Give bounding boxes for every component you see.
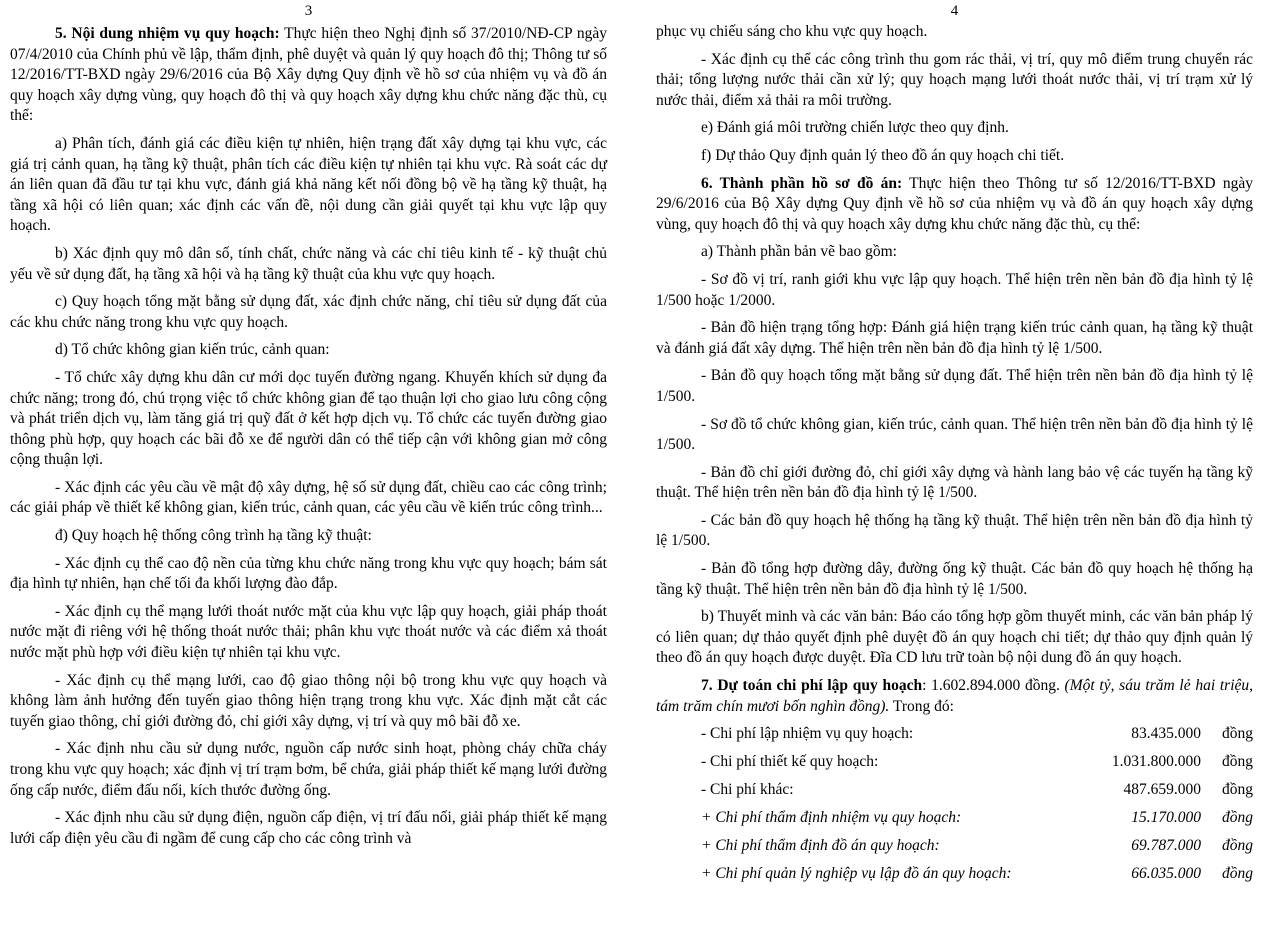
paragraph-d: d) Tổ chức không gian kiến trúc, cảnh quan: <box>55 341 330 359</box>
cost-amount: 83.435.000 <box>1131 725 1201 743</box>
section-5-heading: 5. Nội dung nhiệm vụ quy hoạch: <box>55 25 280 42</box>
cost-unit: đồng <box>1222 809 1253 827</box>
paragraph-dd-item-6: - Xác định cụ thể các công trình thu gom rác thải, vị trí, quy mô điểm trung chuyển rác thải; tổng lượng nước thải cần xử lý; quy hoạch mạng lưới thoát nước thải, vị trí trạm xử lý nước thải, điểm xả thải ra môi trường. <box>656 50 1253 109</box>
paragraph-d-item-2: - Xác định các yêu cầu về mật độ xây dựng, hệ số sử dụng đất, chiều cao các công trình; các giải pháp về thiết kế không gian, kiến trúc, cảnh quan, các yêu cầu về kiến trúc công trình... <box>10 478 607 517</box>
paragraph-6a-item-6: - Các bản đồ quy hoạch hệ thống hạ tầng kỹ thuật. Thể hiện trên nền bản đồ địa hình tỷ lệ 1/500. <box>656 511 1253 550</box>
cost-label: - Chi phí khác: <box>701 781 794 799</box>
paragraph-a: a) Phân tích, đánh giá các điều kiện tự nhiên, hiện trạng đất xây dựng tại khu vực, các giá trị cảnh quan, hạ tầng kỹ thuật, phân tích các điều kiện tự nhiên tại khu vực. Rà soát các dự án liên quan đã đầu tư tại khu vực, đánh giá khả năng kết nối đồng bộ về hạ tầng kỹ thuật, hạ tầng xã hội có liên quan; xác định các vấn đề, nội dung cần giải quyết tại khu vực lập quy hoạch. <box>10 134 607 235</box>
section-7-heading: 7. Dự toán chi phí lập quy hoạch <box>701 677 923 695</box>
paragraph-dd-item-2: - Xác định cụ thể mạng lưới thoát nước mặt của khu vực lập quy hoạch, giải pháp thoát nước mặt đi riêng với hệ thống thoát nước thải; phân khu vực thoát nước và các điểm xả thoát nước mặt phù hợp với điều kiện tự nhiên tại khu vực. <box>10 602 607 662</box>
cost-unit: đồng <box>1222 865 1253 883</box>
section-7-amount: : 1.602.894.000 đồng. <box>922 677 1065 695</box>
cost-subrow <box>656 808 1253 836</box>
paragraph-6b: b) Thuyết minh và các văn bản: Báo cáo tổng hợp gồm thuyết minh, các văn bản pháp lý có liên quan; dự thảo quyết định phê duyệt đồ án quy hoạch chi tiết; dự thảo quy định quản lý theo đồ án quy hoạch được duyệt. Đĩa CD lưu trữ toàn bộ nội dung đồ án quy hoạch. <box>656 608 1253 667</box>
paragraph-c: c) Quy hoạch tổng mặt bằng sử dụng đất, xác định chức năng, chỉ tiêu sử dụng đất của các khu chức năng trong khu vực quy hoạch. <box>10 293 607 331</box>
paragraph-dd-item-3: - Xác định cụ thể mạng lưới, cao độ giao thông nội bộ trong khu vực quy hoạch và không làm ảnh hưởng đến tuyến giao thông hiện trạng trong khu vực. Xác định mặt cắt các tuyến giao thông, chỉ giới đường đỏ, chỉ giới xây dựng, vị trí và quy mô bãi đỗ xe. <box>10 671 607 730</box>
section-7-paragraph <box>656 676 1253 717</box>
cost-subrow <box>656 864 1253 892</box>
cost-label: + Chi phí thẩm định đồ án quy hoạch: <box>701 837 940 855</box>
paragraph-6a-item-7: - Bản đồ tổng hợp đường dây, đường ống kỹ thuật. Các bản đồ quy hoạch hệ thống hạ tầng kỹ thuật. Thể hiện trên nền bản đồ địa hình tỷ lệ 1/500. <box>656 560 1253 598</box>
paragraph-6a-item-4: - Sơ đồ tổ chức không gian, kiến trúc, cảnh quan. Thể hiện trên nền bản đồ địa hình tỷ lệ 1/500. <box>656 415 1253 454</box>
paragraph-6a-item-2: - Bản đồ hiện trạng tổng hợp: Đánh giá hiện trạng kiến trúc cảnh quan, hạ tầng kỹ thuật và đánh giá đất xây dựng. Thể hiện trên nền bản đồ địa hình tỷ lệ 1/500. <box>656 319 1253 357</box>
cost-row <box>656 724 1253 752</box>
cost-subrow <box>656 836 1253 864</box>
cost-list <box>656 724 1253 892</box>
paragraph-f: f) Dự thảo Quy định quản lý theo đồ án quy hoạch chi tiết. <box>701 146 1065 164</box>
cost-label: + Chi phí quản lý nghiệp vụ lập đồ án quy hoạch: <box>701 865 1012 883</box>
cost-unit: đồng <box>1222 781 1253 799</box>
cost-row <box>656 752 1253 780</box>
paragraph-dd-item-4: - Xác định nhu cầu sử dụng nước, nguồn cấp nước sinh hoạt, phòng cháy chữa cháy trong khu vực quy hoạch; xác định vị trí trạm bơm, bể chứa, giải pháp thiết kế mạng lưới đường ống cấp nước, điểm đấu nối, kích thước đường ống. <box>10 740 607 799</box>
paragraph-6a-item-3: - Bản đồ quy hoạch tổng mặt bằng sử dụng đất. Thể hiện trên nền bản đồ địa hình tỷ lệ 1/500. <box>656 367 1253 405</box>
paragraph-6a-item-5: - Bản đồ chỉ giới đường đỏ, chỉ giới xây dựng và hành lang bảo vệ các tuyến hạ tầng kỹ thuật. Thể hiện trên nền bản đồ địa hình tỷ lệ 1/500. <box>656 463 1253 502</box>
page-number: 3 <box>304 3 313 19</box>
section-5-paragraph <box>10 24 607 127</box>
section-6-paragraph <box>656 174 1253 236</box>
cost-label: - Chi phí lập nhiệm vụ quy hoạch: <box>701 725 914 743</box>
paragraph-dd: đ) Quy hoạch hệ thống công trình hạ tầng kỹ thuật: <box>55 527 372 545</box>
cost-unit: đồng <box>1222 837 1253 855</box>
page-3 <box>10 0 607 942</box>
page-number: 4 <box>950 3 959 19</box>
paragraph-dd-item-5: - Xác định nhu cầu sử dụng điện, nguồn cấp điện, vị trí đấu nối, giải pháp thiết kế mạng lưới cấp điện yêu cầu đi ngầm để cung cấp cho các công trình và <box>10 809 607 847</box>
section-7-amount-words: (Một tỷ, sáu trăm lẻ hai triệu, tám trăm chín mươi bốn nghìn đồng). <box>656 677 1253 715</box>
section-7-tail: Trong đó: <box>889 697 954 715</box>
cost-amount: 15.170.000 <box>1131 809 1201 827</box>
cost-unit: đồng <box>1222 725 1253 743</box>
cost-amount: 1.031.800.000 <box>1111 753 1201 771</box>
cost-amount: 487.659.000 <box>1123 781 1201 799</box>
section-5-intro: Thực hiện theo Nghị định số 37/2010/NĐ-CP ngày 07/4/2010 của Chính phủ về lập, thẩm định, phê duyệt và quản lý quy hoạch đô thị; Thông tư số 12/2016/TT-BXD ngày 29/6/2016 của Bộ Xây dựng Quy định về hồ sơ của nhiệm vụ và đồ án quy hoạch xây dựng vùng, quy hoạch đô thị và quy hoạch xây dựng khu chức năng đặc thù, cụ thể: <box>10 25 608 125</box>
paragraph-d-item-1: - Tổ chức xây dựng khu dân cư mới dọc tuyến đường ngang. Khuyến khích sử dụng đa chức năng; trong đó, chú trọng việc tổ chức không gian để tạo thuận lợi cho giao lưu công cộng và phát triển dịch vụ, làm tăng giá trị quỹ đất ở kết hợp dịch vụ. Tổ chức các tuyến đường giao thông phù hợp, quy hoạch các bãi đỗ xe để người dân có thể tiếp cận với không gian mở công cộng thuận lợi. <box>10 368 607 469</box>
continuation-text: phục vụ chiếu sáng cho khu vực quy hoạch. <box>656 23 928 40</box>
section-6-intro: Thực hiện theo Thông tư số 12/2016/TT-BXD ngày 29/6/2016 của Bộ Xây dựng Quy định về hồ sơ của nhiệm vụ và đồ án quy hoạch xây dựng vùng, quy hoạch đô thị và quy hoạch xây dựng khu chức năng đặc thù, cụ thể: <box>656 174 1253 233</box>
paragraph-6a-item-1: - Sơ đồ vị trí, ranh giới khu vực lập quy hoạch. Thể hiện trên nền bản đồ địa hình tỷ lệ 1/500 hoặc 1/2000. <box>656 270 1253 309</box>
paragraph-6a: a) Thành phần bản vẽ bao gồm: <box>701 243 897 261</box>
cost-amount: 69.787.000 <box>1131 837 1201 855</box>
page-4 <box>656 0 1253 942</box>
cost-label: + Chi phí thẩm định nhiệm vụ quy hoạch: <box>701 809 962 827</box>
cost-row <box>656 780 1253 808</box>
paragraph-e: e) Đánh giá môi trường chiến lược theo quy định. <box>701 119 1009 137</box>
paragraph-dd-item-1: - Xác định cụ thể cao độ nền của từng khu chức năng trong khu vực quy hoạch; bám sát địa hình tự nhiên, hạn chế tối đa khối lượng đào đắp. <box>10 554 607 593</box>
paragraph-b: b) Xác định quy mô dân số, tính chất, chức năng và các chỉ tiêu kinh tế - kỹ thuật chủ yếu về sử dụng đất, hạ tầng xã hội và hạ tầng kỹ thuật của khu vực quy hoạch. <box>10 244 607 283</box>
cost-label: - Chi phí thiết kế quy hoạch: <box>701 753 879 771</box>
cost-amount: 66.035.000 <box>1131 865 1201 883</box>
section-6-heading: 6. Thành phần hồ sơ đồ án: <box>701 174 903 192</box>
cost-unit: đồng <box>1222 753 1253 771</box>
